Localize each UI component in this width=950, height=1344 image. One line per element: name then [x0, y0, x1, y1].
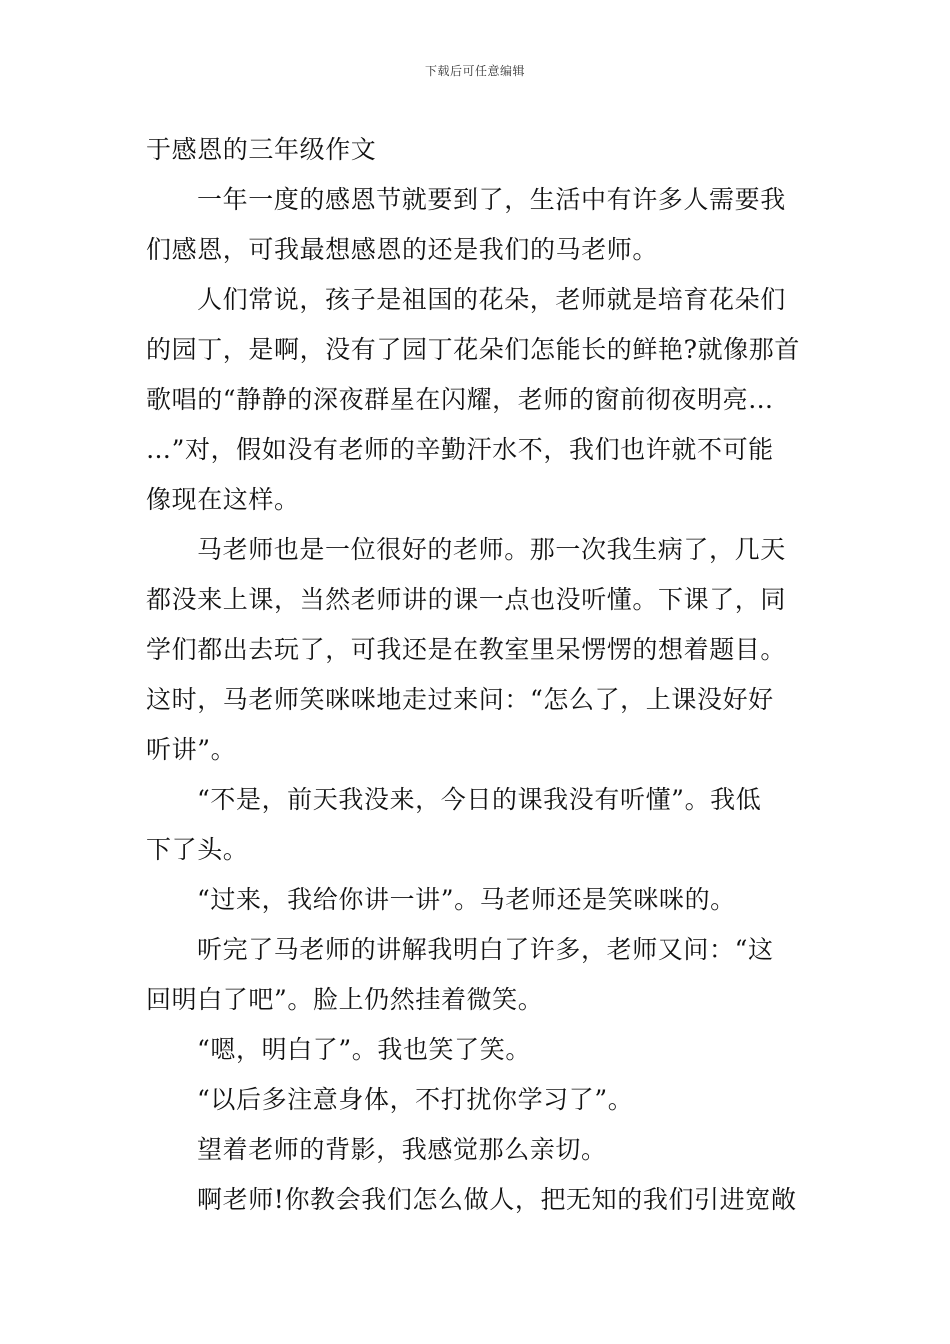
document-title: 于感恩的三年级作文 [146, 135, 377, 164]
text-line: 的园丁，是啊，没有了园丁花朵们怎能长的鲜艳?就像那首 [146, 335, 801, 364]
page-header: 下载后可任意编辑 [424, 64, 525, 78]
text-line: 下了头。 [146, 835, 249, 864]
text-line: “嗯，明白了”。我也笑了笑。 [197, 1035, 531, 1064]
text-line: 听完了马老师的讲解我明白了许多，老师又问：“这 [197, 935, 774, 964]
text-line: 人们常说，孩子是祖国的花朵，老师就是培育花朵们 [197, 285, 786, 314]
text-line: 歌唱的“静静的深夜群星在闪耀，老师的窗前彻夜明亮… [146, 385, 774, 414]
text-line: 都没来上课，当然老师讲的课一点也没听懂。下课了，同 [146, 585, 787, 614]
document-body [146, 130, 808, 1230]
text-line: “不是，前天我没来，今日的课我没有听懂”。我低 [197, 785, 762, 814]
text-line: 学们都出去玩了，可我还是在教室里呆愣愣的想着题目。 [146, 635, 787, 664]
text-line: …”对，假如没有老师的辛勤汗水不，我们也许就不可能 [146, 435, 774, 464]
text-line: “过来，我给你讲一讲”。马老师还是笑咪咪的。 [197, 885, 736, 914]
text-line: “以后多注意身体，不打扰你学习了”。 [197, 1085, 634, 1114]
text-line: 们感恩，可我最想感恩的还是我们的马老师。 [146, 235, 659, 264]
text-line: 一年一度的感恩节就要到了，生活中有许多人需要我 [197, 185, 786, 214]
text-line: 回明白了吧”。脸上仍然挂着微笑。 [146, 985, 544, 1014]
text-line: 马老师也是一位很好的老师。那一次我生病了，几天 [197, 535, 786, 564]
text-line: 这时，马老师笑咪咪地走过来问：“怎么了，上课没好好 [146, 685, 774, 714]
text-line: 听讲”。 [146, 735, 237, 764]
text-line: 望着老师的背影，我感觉那么亲切。 [197, 1135, 607, 1164]
text-line: 啊老师!你教会我们怎么做人，把无知的我们引进宽敞 [197, 1185, 797, 1214]
text-line: 像现在这样。 [146, 485, 300, 514]
